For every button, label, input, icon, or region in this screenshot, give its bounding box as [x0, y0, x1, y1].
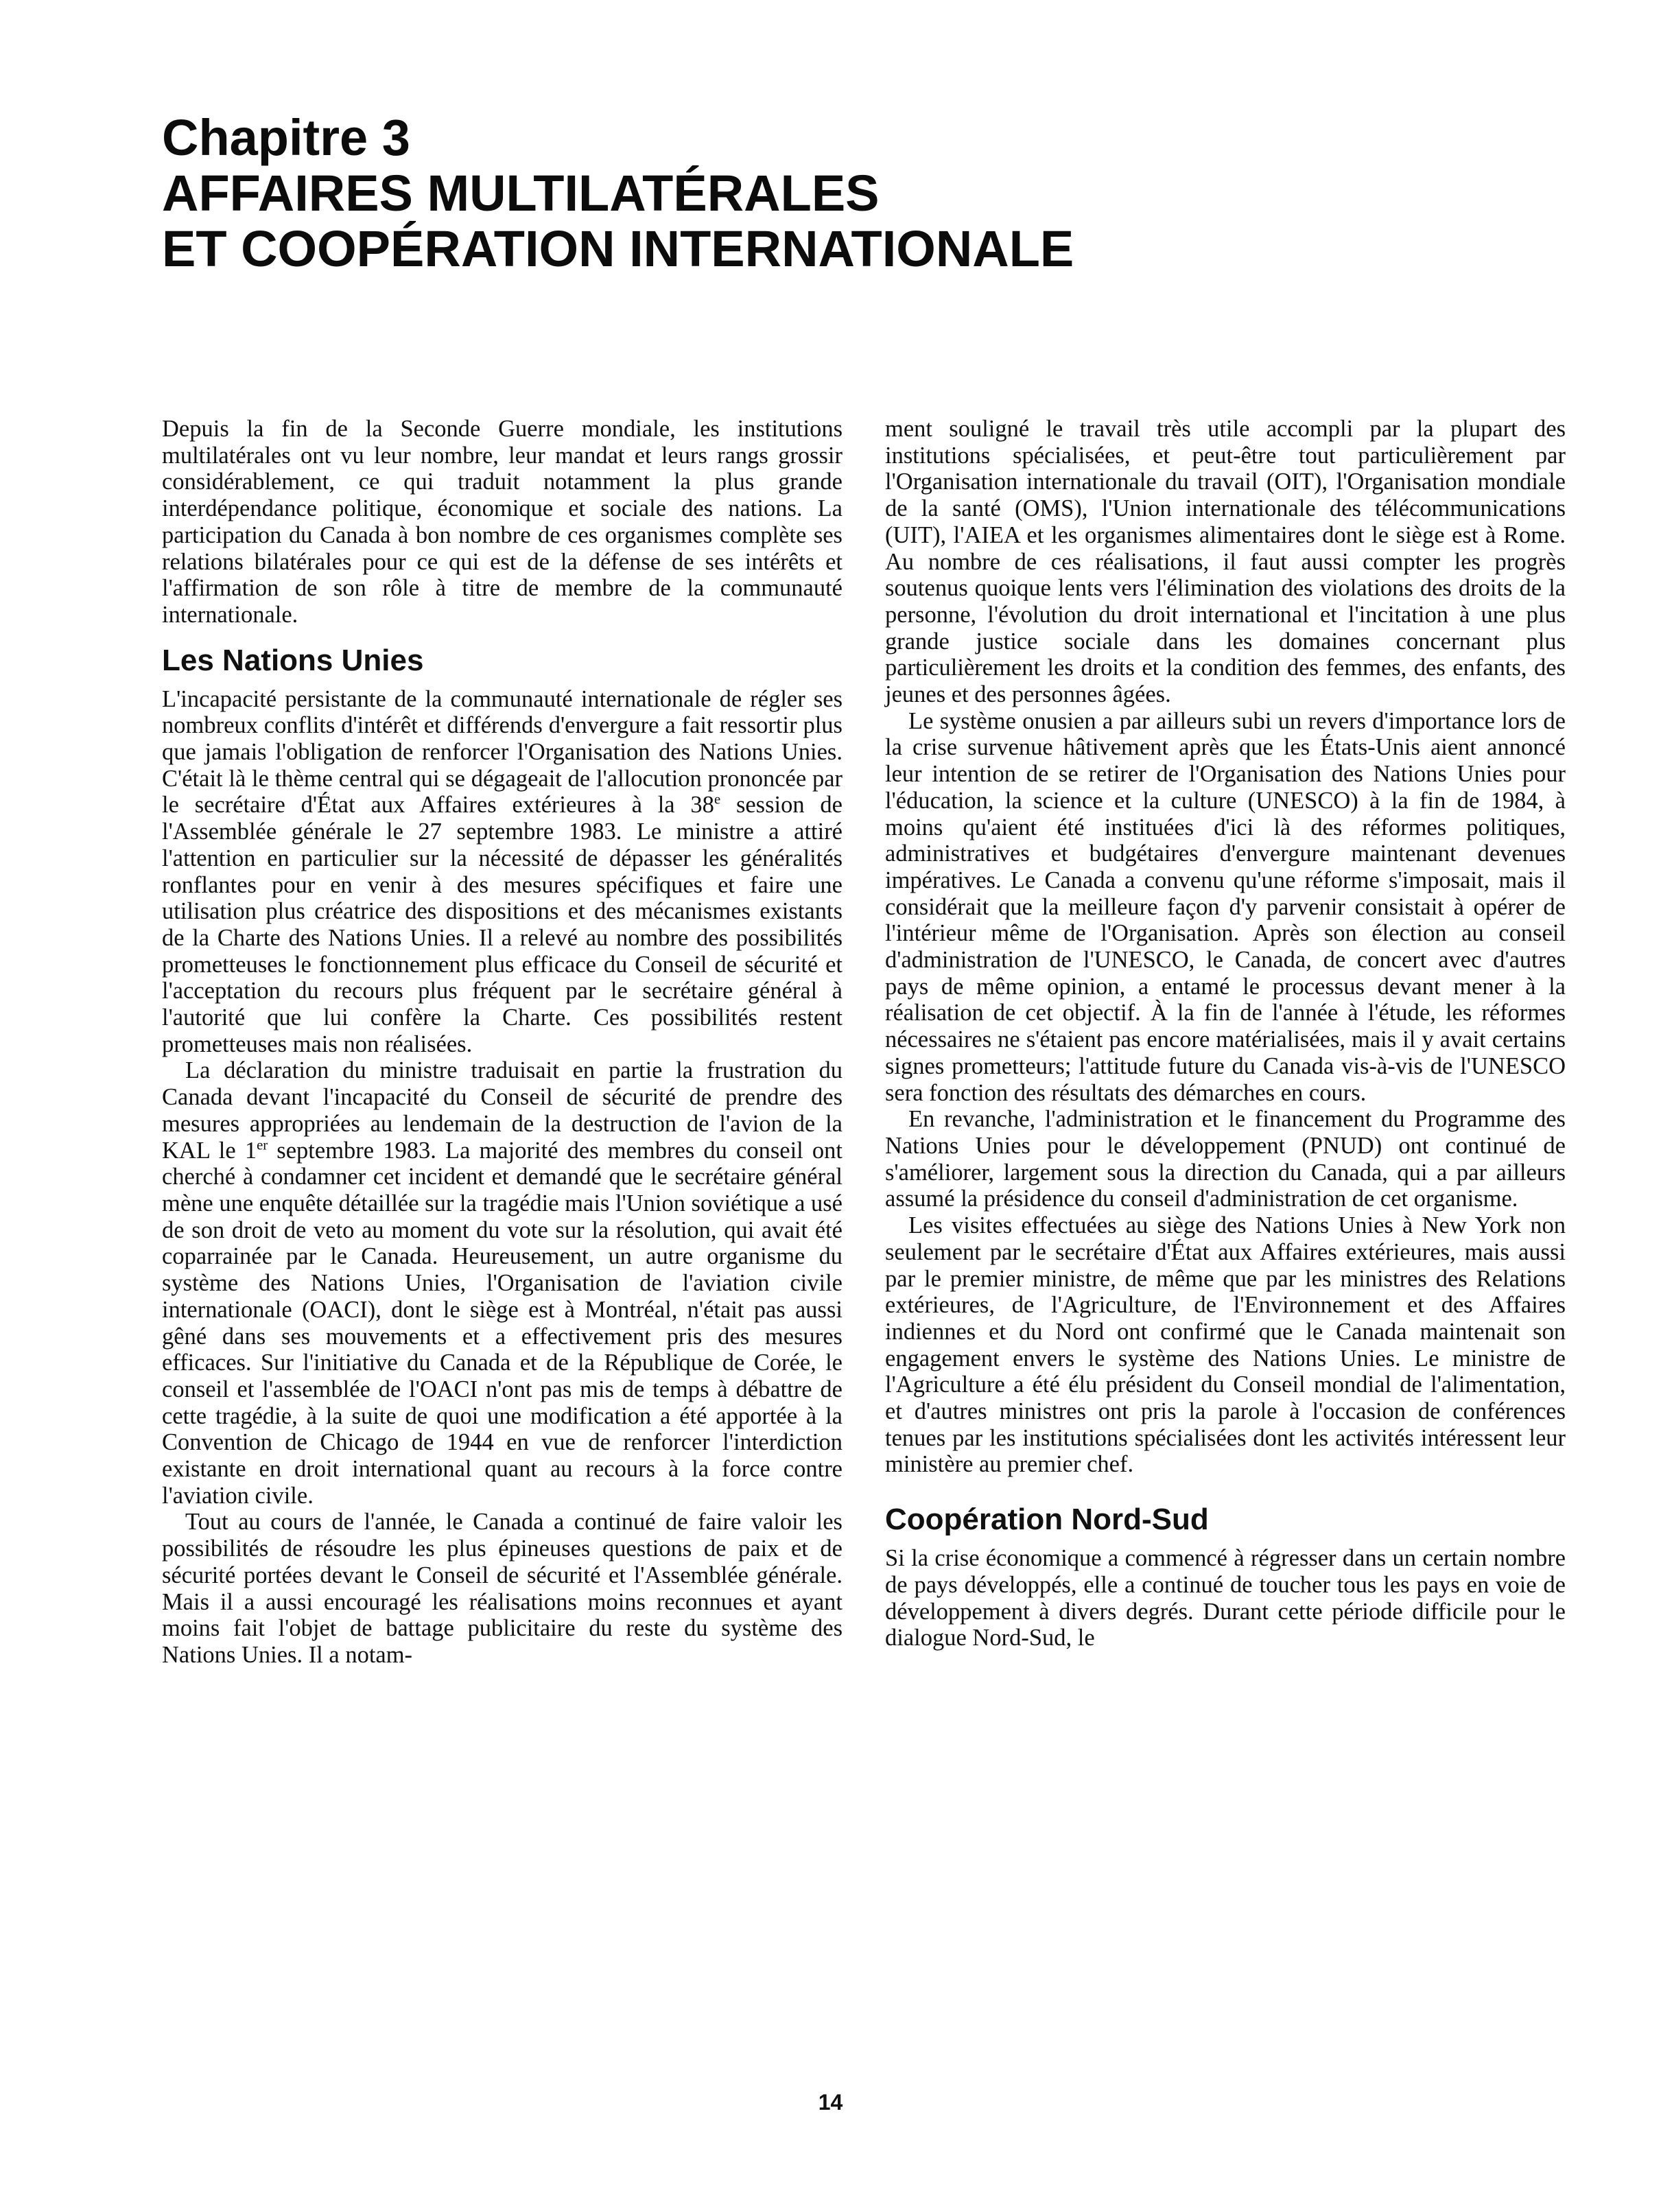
section-heading-nations-unies: Les Nations Unies [162, 643, 424, 677]
left-column [162, 416, 843, 1669]
paragraph-text: septembre 1983. La majorité des membres du conseil ont cherché à condamner cet incident et demandé que le secrétaire général mène une enquête détaillée sur la tragédie mais l'Union soviétique a usé de son droit de veto au moment du vote sur la résolution, qui avait été coparrainée par le Canada. Heureusement, un autre organisme du système des Nations Unies, l'Organisation de l'aviation civile internationale (OACI), dont le siège est à Montréal, n'était pas aussi gêné dans ses mouvements et a effectivement pris des mesures efficaces. Sur l'initiative du Canada et de la République de Corée, le conseil et l'assemblée de l'OACI n'ont pas mis de temps à débattre de cette tragédie, à la suite de quoi une modification a été apportée à la Convention de Chicago de 1944 en vue de renforcer l'interdiction existante en droit international quant au recours à la force contre l'aviation civile. [162, 1137, 843, 1509]
chapter-number: Chapitre 3 [162, 109, 410, 166]
paragraph-text: La déclaration du ministre traduisait en partie la frustration du Canada devant l'incapacité du Conseil de sécurité de prendre des mesures appropriées au lendemain de la destruction de l'avion de la KAL le 1 [162, 1057, 843, 1164]
chapter-title [162, 110, 1465, 276]
paragraph: Tout au cours de l'année, le Canada a continué de faire valoir les possibilités de résoudre les plus épineuses questions de paix et de sécurité portées devant le Conseil de sécurité et l'Assemblée générale. Mais il a aussi encouragé les réalisations moins reconnues et ayant moins fait l'objet de battage publicitaire du reste du système des Nations Unies. Il a notam- [162, 1509, 843, 1668]
intro-paragraph: Depuis la fin de la Seconde Guerre mondiale, les institutions multilatérales ont vu leur nombre, leur mandat et leurs rangs grossir considérablement, ce qui traduit notamment la plus grande interdépendance politique, économique et sociale des nations. La participation du Canada à bon nombre de ces organismes complète ses relations bilatérales pour ce qui est de la défense de ses intérêts et l'affirmation de son rôle à titre de membre de la communauté internationale. [162, 416, 843, 628]
paragraph: ment souligné le travail très utile accompli par la plupart des institutions spécialisées, et peut-être tout particulièrement par l'Organisation internationale du travail (OIT), l'Organisation mondiale de la santé (OMS), l'Union internationale des télécommunications (UIT), l'AIEA et les organismes alimentaires dont le siège est à Rome. Au nombre de ces réalisations, il faut aussi compter les progrès soutenus quoique lents vers l'élimination des violations des droits de la personne, l'évolution du droit international et l'incitation à une plus grande justice sociale dans les domaines concernant plus particulièrement les droits et la condition des femmes, des enfants, des jeunes et des personnes âgées. [885, 416, 1566, 708]
paragraph: Les visites effectuées au siège des Nations Unies à New York non seulement par le secrétaire d'État aux Affaires extérieures, mais aussi par le premier ministre, de même que par les ministres des Relations extérieures, de l'Agriculture, de l'Environnement et des Affaires indiennes et du Nord ont confirmé que le Canada maintenait son engagement envers le système des Nations Unies. Le ministre de l'Agriculture a été élu président du Conseil mondial de l'alimentation, et d'autres ministres ont pris la parole à l'occasion de conférences tenues par les institutions spécialisées dont les activités intéressent leur ministère au premier chef. [885, 1212, 1566, 1478]
section-heading-nord-sud: Coopération Nord-Sud [885, 1503, 1209, 1537]
right-column [885, 416, 1566, 1651]
paragraph [162, 686, 843, 1058]
paragraph-text: session de l'Assemblée générale le 27 septembre 1983. Le ministre a attiré l'attention en particulier sur la nécessité de dépasser les généralités ronflantes pour en venir à des mesures spécifiques et faire une utilisation plus créatrice des dispositions et des mécanismes existants de la Charte des Nations Unies. Il a relevé au nombre des possibilités prometteuses le fonctionnement plus efficace du Conseil de sécurité et l'acceptation du recours plus fréquent par le secrétaire général à l'autorité que lui confère la Charte. Ces possibilités restent prometteuses mais non réalisées. [162, 792, 843, 1057]
paragraph [162, 1057, 843, 1509]
chapter-title-line-1: AFFAIRES MULTILATÉRALES [162, 165, 880, 222]
paragraph: Si la crise économique a commencé à régresser dans un certain nombre de pays développés, elle a continué de toucher tous les pays en voie de développement à divers degrés. Durant cette période difficile pour le dialogue Nord-Sud, le [885, 1545, 1566, 1651]
paragraph-text: L'incapacité persistante de la communauté internationale de régler ses nombreux conflits d'intérêt et différends d'envergure a fait ressortir plus que jamais l'obligation de renforcer l'Organisation des Nations Unies. C'était là le thème central qui se dégageait de l'allocution prononcée par le secrétaire d'État aux Affaires extérieures à la 38 [162, 685, 843, 819]
paragraph: Le système onusien a par ailleurs subi un revers d'importance lors de la crise survenue hâtivement après que les États-Unis aient annoncé leur intention de se retirer de l'Organisation des Nations Unies pour l'éducation, la science et la culture (UNESCO) à la fin de 1984, à moins qu'aient été instituées d'ici là des réformes politiques, administratives et budgétaires d'envergure maintenant devenues impératives. Le Canada a convenu qu'une réforme s'imposait, mais il considérait que la meilleure façon d'y parvenir consistait à opérer de l'intérieur même de l'Organisation. Après son élection au conseil d'administration de l'UNESCO, le Canada, de concert avec d'autres pays de même opinion, a entamé le processus devant mener à la réalisation de cet objectif. À la fin de l'année à l'étude, les réformes nécessaires ne s'étaient pas encore matérialisées, mais il y avait certains signes prometteurs; l'attitude future du Canada vis-à-vis de l'UNESCO sera fonction des résultats des démarches en cours. [885, 707, 1566, 1106]
paragraph: En revanche, l'administration et le financement du Programme des Nations Unies pour le développement (PNUD) ont continué de s'améliorer, largement sous la direction du Canada, qui a par ailleurs assumé la présidence du conseil d'administration de cet organisme. [885, 1106, 1566, 1212]
superscript: er [257, 1138, 268, 1153]
page-number: 14 [818, 2090, 843, 2115]
chapter-title-line-2: ET COOPÉRATION INTERNATIONALE [162, 220, 1074, 277]
superscript: e [714, 792, 721, 808]
